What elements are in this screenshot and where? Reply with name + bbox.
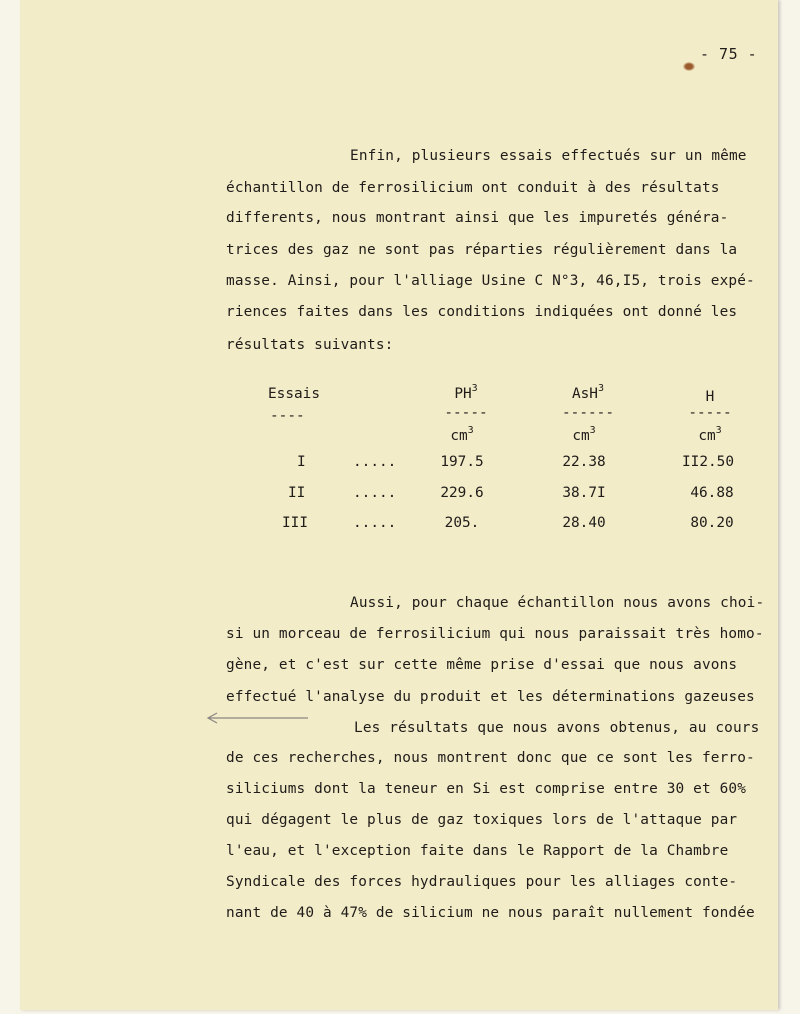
header-ash3: AsH$^3$ xyxy=(571,383,605,402)
cell-ash3: 22.38 xyxy=(562,454,606,470)
text-line: de ces recherches, nous montrent donc que ce sont les ferro- xyxy=(226,750,755,766)
text-line: si un morceau de ferrosilicium qui nous paraissait très homo- xyxy=(226,626,764,642)
text-line: qui dégagent le plus de gaz toxiques lors de l'attaque par xyxy=(226,812,738,828)
row-label: II xyxy=(288,485,306,501)
underline-essais: ---- xyxy=(270,408,305,424)
text-line: l'eau, et l'exception faite dans le Rapport de la Chambre xyxy=(226,843,729,859)
text-line: differents, nous montrant ainsi que les impuretés généra- xyxy=(226,210,729,226)
header-h: H xyxy=(705,389,715,405)
text-line: riences faites dans les conditions indiquées ont donné les xyxy=(226,304,738,320)
row-leader-dots: ..... xyxy=(353,454,397,470)
header-ph3: $PH^3$ xyxy=(454,383,478,402)
text-line: Les résultats que nous avons obtenus, au cours xyxy=(354,720,760,736)
page-number: - 75 - xyxy=(700,45,758,63)
row-label: I xyxy=(297,454,306,470)
row-leader-dots: ..... xyxy=(353,485,397,501)
header-essais: Essais xyxy=(268,386,320,402)
row-leader-dots: ..... xyxy=(353,515,397,531)
text-line: Syndicale des forces hydrauliques pour les alliages conte- xyxy=(226,874,738,890)
text-line: nant de 40 à 47% de silicium ne nous paraît nullement fondée xyxy=(226,905,755,921)
unit-h: $cm^3$ xyxy=(698,425,722,444)
text-line: gène, et c'est sur cette même prise d'essai que nous avons xyxy=(226,657,738,673)
cell-ash3: 38.7I xyxy=(562,485,606,501)
text-line: résultats suivants: xyxy=(226,337,394,353)
cell-h: 46.88 xyxy=(690,485,734,501)
cell-ph3: 229.6 xyxy=(440,485,484,501)
cell-ph3: 197.5 xyxy=(440,454,484,470)
cell-h: 80.20 xyxy=(690,515,734,531)
text-line: échantillon de ferrosilicium ont conduit à des résultats xyxy=(226,180,720,196)
text-line: masse. Ainsi, pour l'alliage Usine C N°3, 46,I5, trois expé- xyxy=(226,273,755,289)
text-line: trices des gaz ne sont pas réparties régulièrement dans la xyxy=(226,242,738,258)
underline-h: ----- xyxy=(688,405,732,421)
margin-arrow-icon xyxy=(205,711,309,725)
underline-ph3: ----- xyxy=(444,405,488,421)
ink-stain xyxy=(683,62,695,71)
cell-ph3: 205. xyxy=(444,515,480,531)
underline-ash3: ------ xyxy=(562,405,614,421)
text-line: Aussi, pour chaque échantillon nous avons choi- xyxy=(350,595,765,611)
text-line: effectué l'analyse du produit et les déterminations gazeuses xyxy=(226,689,755,705)
unit-ph3: $cm^3$ xyxy=(450,425,474,444)
row-label: III xyxy=(282,515,308,531)
unit-ash3: $cm^3$ xyxy=(572,425,596,444)
text-line: Enfin, plusieurs essais effectués sur un même xyxy=(350,148,747,164)
text-line: siliciums dont la teneur en Si est comprise entre 30 et 60% xyxy=(226,781,747,797)
cell-h: II2.50 xyxy=(682,454,734,470)
cell-ash3: 28.40 xyxy=(562,515,606,531)
